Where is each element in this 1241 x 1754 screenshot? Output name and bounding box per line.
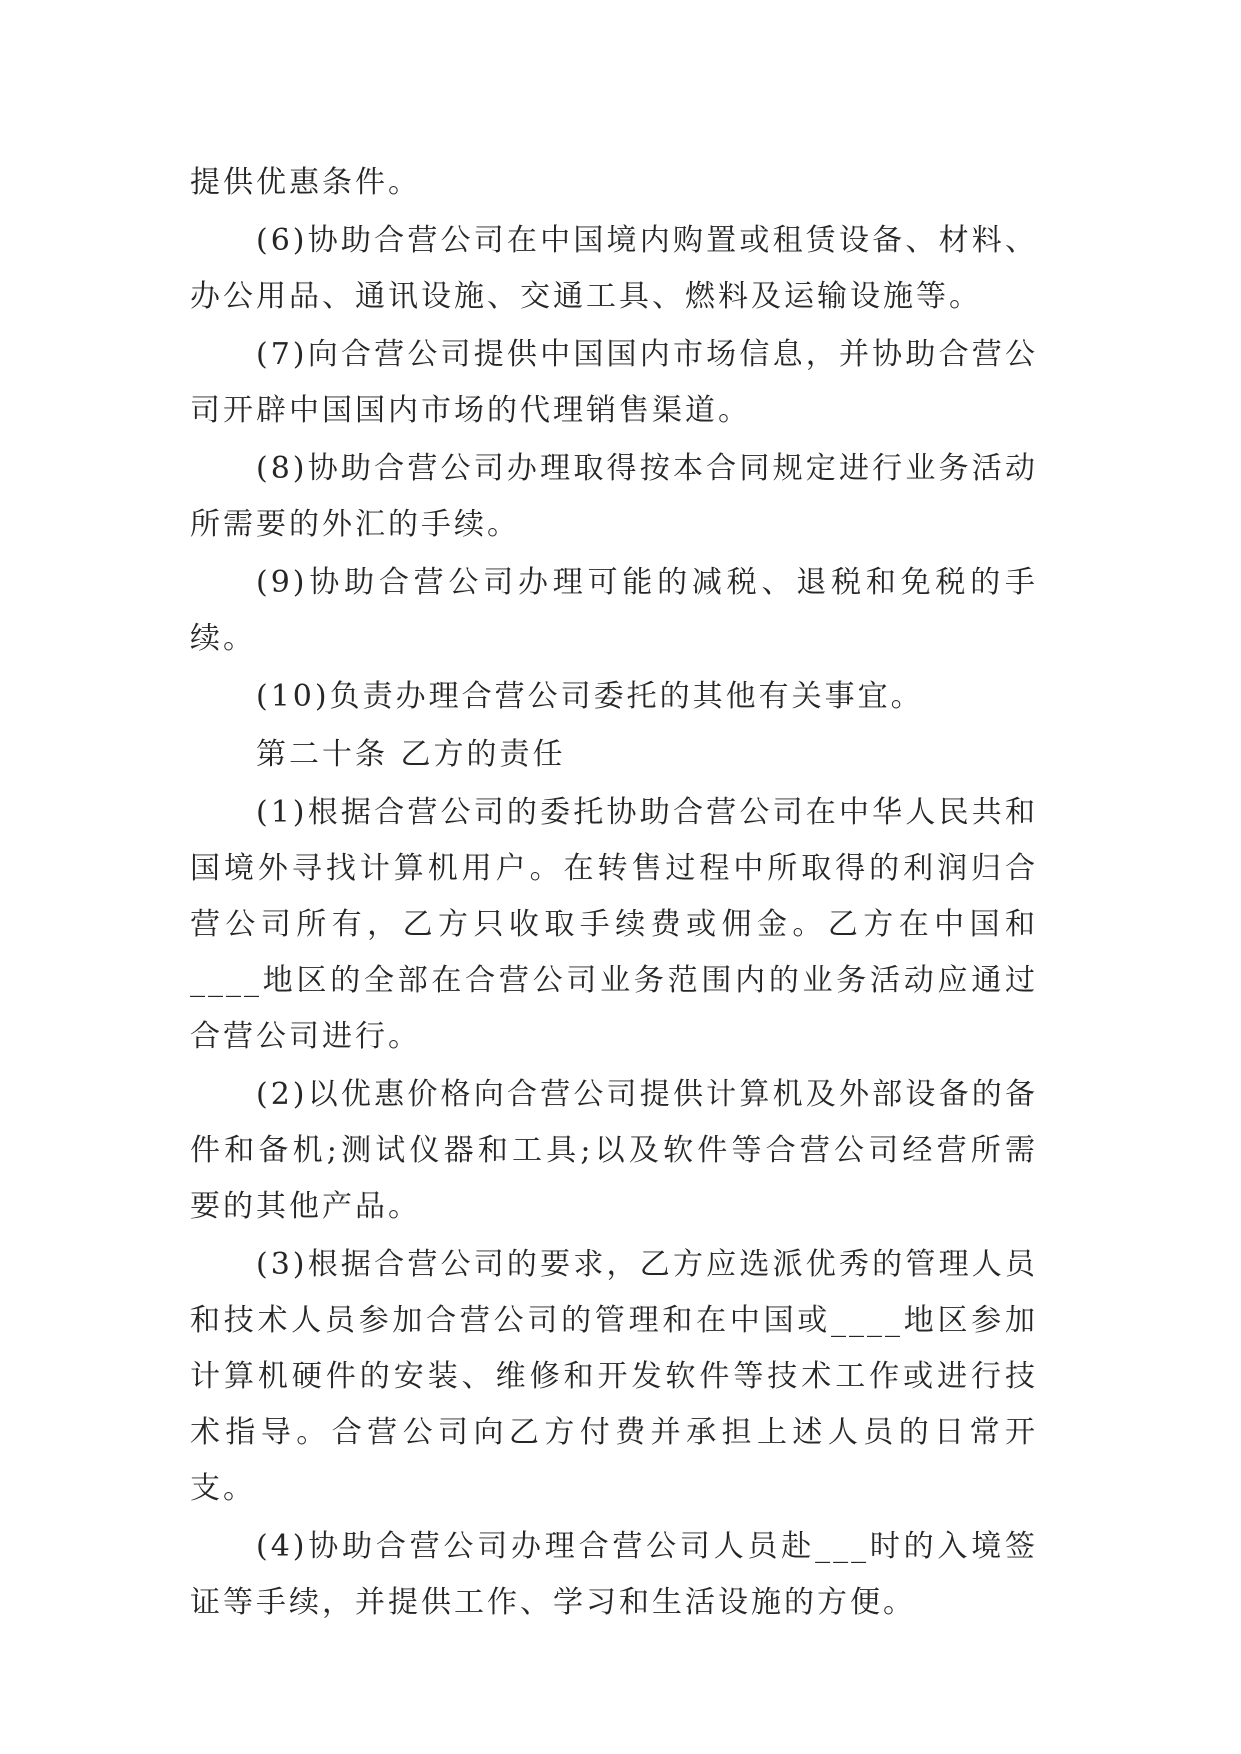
paragraph-4: (8)协助合营公司办理取得按本合同规定进行业务活动所需要的外汇的手续。 (190, 451, 1038, 542)
section-heading-article-20: 第二十条 乙方的责任 (256, 737, 566, 772)
paragraph-3: (7)向合营公司提供中国国内市场信息，并协助合营公司开辟中国国内市场的代理销售渠道。 (190, 337, 1038, 428)
paragraph-2: (6)协助合营公司在中国境内购置或租赁设备、材料、办公用品、通讯设施、交通工具、燃料及运输设施等。 (190, 223, 1038, 314)
paragraph-5: (9)协助合营公司办理可能的减税、退税和免税的手续。 (190, 565, 1038, 656)
paragraph-1: 提供优惠条件。 (190, 165, 421, 200)
document-body (190, 155, 1038, 1633)
paragraph-6: (10)负责办理合营公司委托的其他有关事宜。 (256, 679, 924, 714)
paragraph-9: (2)以优惠价格向合营公司提供计算机及外部设备的备件和备机;测试仪器和工具;以及软件等合营公司经营所需要的其他产品。 (190, 1077, 1038, 1224)
paragraph-8: (1)根据合营公司的委托协助合营公司在中华人民共和国境外寻找计算机用户。在转售过程中所取得的利润归合营公司所有，乙方只收取手续费或佣金。乙方在中国和____地区的全部在合营公司业务范围内的业务活动应通过合营公司进行。 (190, 795, 1038, 1054)
paragraph-10: (3)根据合营公司的要求，乙方应选派优秀的管理人员和技术人员参加合营公司的管理和在中国或____地区参加计算机硬件的安装、维修和开发软件等技术工作或进行技术指导。合营公司向乙方付费并承担上述人员的日常开支。 (190, 1247, 1038, 1506)
paragraph-11: (4)协助合营公司办理合营公司人员赴___时的入境签证等手续，并提供工作、学习和生活设施的方便。 (190, 1529, 1038, 1620)
